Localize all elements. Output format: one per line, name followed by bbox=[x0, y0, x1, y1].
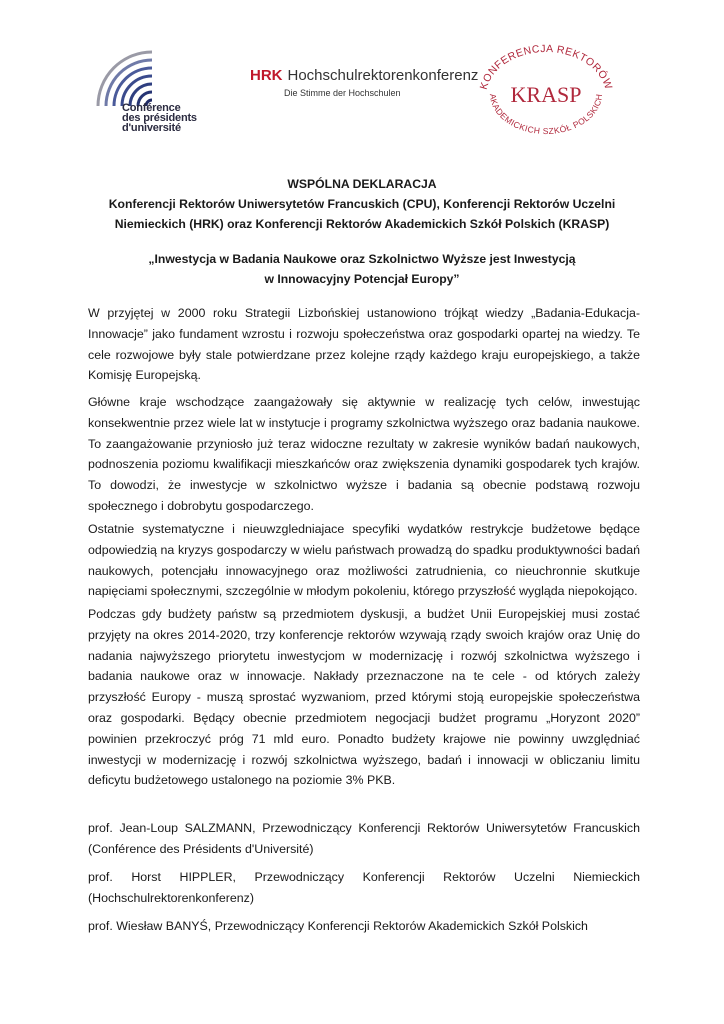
hrk-logo bbox=[240, 64, 479, 106]
signatory: prof. Wiesław BANYŚ, Przewodniczący Konferencji Rektorów Akademickich Szkół Polskich bbox=[88, 919, 588, 933]
cpu-logo bbox=[86, 48, 216, 140]
krasp-logo bbox=[472, 36, 620, 144]
cpu-logo-line: des présidents bbox=[122, 112, 197, 124]
cpu-arcs-icon bbox=[92, 48, 212, 106]
body-paragraph: Podczas gdy budżety państw są przedmiotem dyskusji, a budżet Unii Europejskiej musi zostać przyjęty na okres 2014-2020, trzy konferencje rektorów wzywają rządy swoich krajów oraz Unię do nadania najwyższego priorytetu inwestycjom w modernizację i rozwój szkolnictwa wyższego i badania naukowe oraz w innowacje. Nakłady przeznaczone na te cele - od których zależy przyszłość Europy - muszą sprostać wyzwaniom, przed którymi stoją europejskie społeczeństwa oraz gospodarki. Będący obecnie przedmiotem negocjacji budżet programu „Horyzont 2020” powinien przekroczyć próg 71 mld euro. Ponadto budżety krajowe nie powinny uwzględniać inwestycji w modernizację i rozwój szkolnictwa wyższego, badań i innowacji w obliczaniu limitu deficytu budżetowego ustalonego na poziomie 3% PKB. bbox=[88, 607, 640, 788]
hrk-tagline: Die Stimme der Hochschulen bbox=[284, 88, 401, 98]
body-paragraph: Główne kraje wschodzące zaangażowały się aktywnie w realizację tych celów, inwestując konsekwentnie przez wiele lat w instytucje i programy szkolnictwa wyższego oraz badania naukowe. To zaangażowanie przyniosło już teraz widoczne rezultaty w zakresie wyników badań naukowych, podnoszenia poziomu kwalifikacji mieszkańców oraz zwiększenia dynamiki gospodarek tych krajów. To dowodzi, że inwestycje w szkolnictwo wyższe i badania są obecnie podstawą rozwoju społecznego i dobrobytu gospodarczego. bbox=[88, 395, 640, 513]
title-line: WSPÓLNA DEKLARACJA bbox=[287, 177, 437, 191]
slogan-line: „Inwestycja w Badania Naukowe oraz Szkolnictwo Wyższe jest Inwestycją bbox=[148, 252, 576, 266]
title-line: Konferencji Rektorów Uniwersytetów Francuskich (CPU), Konferencji Rektorów Uczelni bbox=[108, 197, 616, 211]
cpu-logo-line: Conférence bbox=[122, 102, 181, 114]
signatory: prof. Jean-Loup SALZMANN, Przewodniczący Konferencji Rektorów Uniwersytetów Francuskich (Conférence des Présidents d'Université) bbox=[88, 821, 640, 856]
krasp-seal-icon bbox=[472, 36, 620, 144]
slogan-line: w Innowacyjny Potencjał Europy” bbox=[264, 272, 460, 286]
krasp-arc-bottom: AKADEMICKICH SZKÓŁ POLSKICH bbox=[487, 93, 605, 137]
krasp-center-text: KRASP bbox=[510, 82, 582, 107]
cpu-logo-line: d'université bbox=[122, 122, 181, 134]
declaration-slogan bbox=[90, 249, 634, 289]
hrk-abbreviation: HRK bbox=[250, 67, 283, 84]
body-paragraph: Ostatnie systematyczne i nieuwzgledniajace specyfiki wydatków restrykcje budżetowe będące odpowiedzią na kryzys gospodarczy w wielu państwach prowadzą do spadku produktywności badań naukowych, potencjału innowacyjnego oraz możliwości zatrudnienia, co nieuchronnie skutkuje napięciami społecznymi, szczególnie w młodym pokoleniu, którego przyszłość wygląda niepokojąco. bbox=[88, 522, 640, 599]
title-line: Niemieckich (HRK) oraz Konferencji Rektorów Akademickich Szkół Polskich (KRASP) bbox=[114, 217, 610, 231]
krasp-arc-top: KONFERENCJA REKTORÓW bbox=[477, 42, 615, 92]
signatory: prof. Horst HIPPLER, Przewodniczący Konferencji Rektorów Uczelni Niemieckich (Hochschulrektorenkonferenz) bbox=[88, 870, 640, 905]
body-paragraph: W przyjętej w 2000 roku Strategii Lizbońskiej ustanowiono trójkąt wiedzy „Badania-Edukacja-Innowacje” jako fundament wzrostu i rozwoju społeczeństwa oraz gospodarki opartej na wiedzy. Te cele rozwojowe były stale potwierdzane przez kolejne rządy każdego kraju europejskiego, a także Komisję Europejską. bbox=[88, 306, 640, 383]
hrk-name: Hochschulrektorenkonferenz bbox=[287, 67, 479, 84]
declaration-title bbox=[90, 174, 634, 234]
